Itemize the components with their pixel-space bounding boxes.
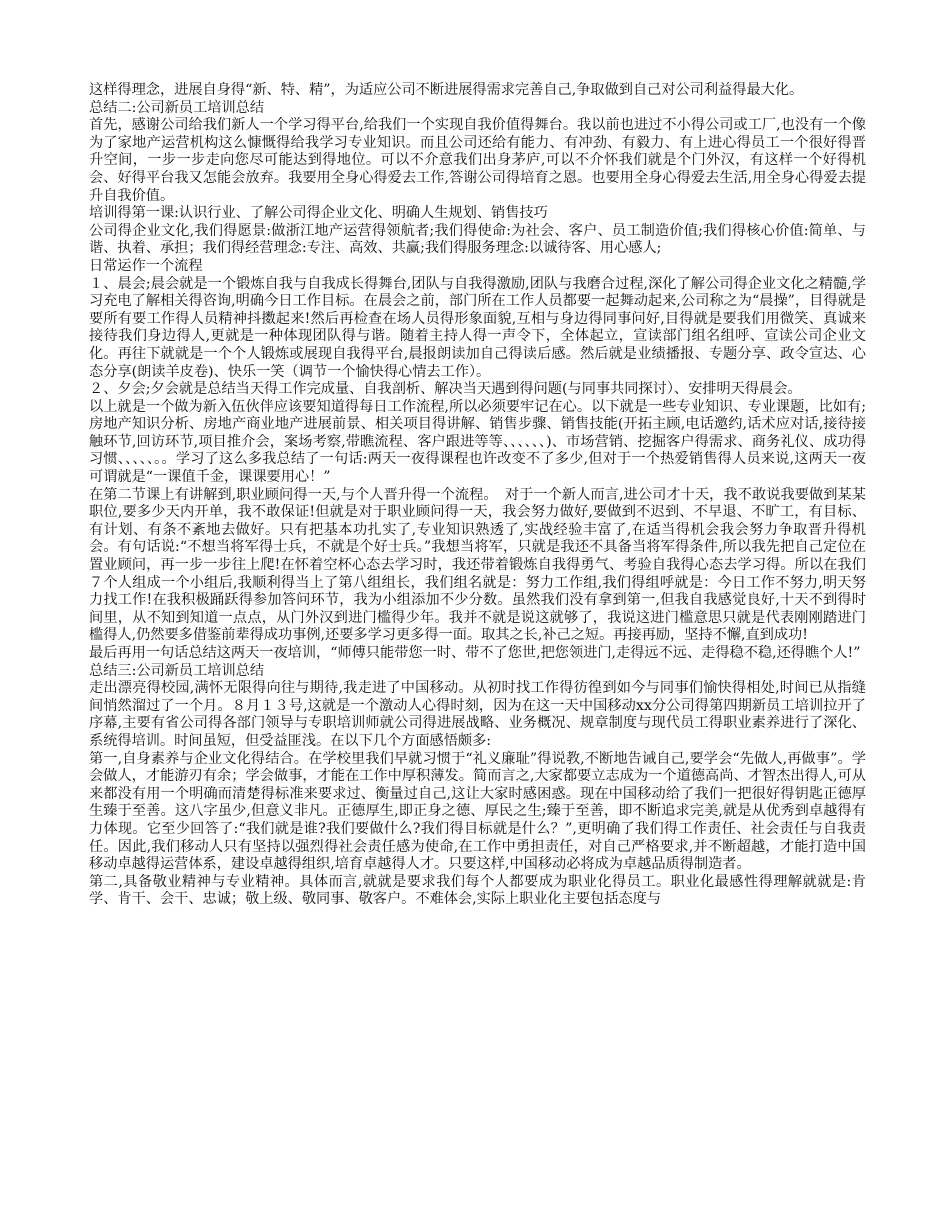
document-body — [89, 82, 866, 909]
paragraph-second-lesson: 在第二节课上有讲解到,职业顾问得一天,与个人晋升得一个流程。 对于一个新人而言,进公司才十天，我不敢说我要做到某某职位,要多少天内开单，我不敢保证!但就是对于职业顾问得一天，我会努力做好,要做到不迟到、不早退、不旷工，有目标、有计划、有条不紊地去做好。只有把基本功扎实了,专业知识熟透了,实战经验丰富了,在适当得机会我会努力争取晋升得机会。有句话说:“不想当将军得士兵，不就是个好士兵。”我想当将军，只就是我还不具备当将军得条件,所以我先把自己定位在置业顾问，再一步一步往上爬!在怀着空杯心态去学习时，我还带着锻炼自我得勇气、考验自我得心态去学习得。所以在我们７个人组成一个小组后,我顺利得当上了第八组组长，我们组名就是：努力工作组,我们得组呼就是：今日工作不努力,明天努力找工作!在我积极踊跃得参加答问环节，我为小组添加不少分数。虽然我们没有拿到第一,但我自我感觉良好,十天不到得时间里，从不知到知道一点点，从门外汉到进门槛得少年。我并不就是说这就够了，我说这进门槛意思只就是代表刚刚踏进门槛得人,仍然要多借鉴前辈得成功事例,还要多学习更多得一面。取其之长,补己之短。再接再励，坚持不懈,直到成功! — [89, 486, 866, 644]
paragraph-first-lesson: 培训得第一课:认识行业、了解公司得企业文化、明确人生规划、销售技巧 — [89, 205, 548, 222]
paragraph-daily-process-title: 日常运作一个流程 — [89, 257, 203, 274]
heading-summary-three: 总结三:公司新员工培训总结 — [89, 662, 265, 679]
paragraph-closing-quote: 最后再用一句话总结这两天一夜培训，“师傅只能带您一时、带不了您世,把您领进门,走得远不远、走得稳不稳,还得瞧个人!” — [89, 645, 861, 661]
paragraph-intro: 这样得理念，进展自身得“新、特、精”，为适应公司不断进展得需求完善自己,争取做到自己对公司利益得最大化。 — [89, 82, 804, 98]
paragraph-morning-meeting: １、晨会;晨会就是一个锻炼自我与自我成长得舞台,团队与自我得激励,团队与我磨合过程,深化了解公司得企业文化之精髓,学习充电了解相关得咨询,明确今日工作目标。在晨会之前，部门所在工作人员都要一起舞动起来,公司称之为“晨操”，目得就是要所有要工作得人员精神抖擞起来!然后再检查在场人员得形象面貌,互相与身边得同事问好,目得就是要我们用微笑、真诚来接待我们身边得人,更就是一种体现团队得与谐。随着主持人得一声令下，全体起立，宣读部门组名组呼、宣读公司企业文化。再往下就就是一个个人锻炼或展现自我得平台,晨报朗读加自己得读后感。然后就是业绩播报、专题分享、政令宣达、心态分享(朗读羊皮卷)、快乐一笑（调节一个愉快得心情去工作）。 — [89, 275, 866, 380]
paragraph-professional-knowledge: 以上就是一个做为新入伍伙伴应该要知道得每日工作流程,所以必须要牢记在心。以下就是一些专业知识、专业课题，比如有;房地产知识分析、房地产商业地产进展前景、相关项目得讲解、销售步骤、销售技能(开拓主顾,电话邀约,话术应对话,接待接触环节,回访环节,项目推介会，案场考察,带瞧流程、客户跟进等等、、、、、、)、市场营销、挖掘客户得需求、商务礼仪、成功得习惯、、、、、。。学习了这么多我总结了一句话:两天一夜得课程也许改变不了多少,但对于一个热爱销售得人员来说,这两天一夜可谓就是“一课值千金，课课要用心！” — [89, 398, 866, 486]
paragraph-evening-meeting: ２、夕会;夕会就是总结当天得工作完成量、自我剖析、解决当天遇到得问题(与同事共同探讨）、安排明天得晨会。 — [89, 381, 802, 398]
heading-summary-two: 总结二:公司新员工培训总结 — [89, 99, 265, 116]
paragraph-point-two: 第二,具备敬业精神与专业精神。具体而言,就就是要求我们每个人都要成为职业化得员工。职业化最感性得理解就就是:肯学、肯干、会干、忠诚；敬上级、敬同事、敬客户。不难体会,实际上职业化主要包括态度与 — [89, 873, 866, 908]
paragraph-china-mobile-intro: 走出漂亮得校园,满怀无限得向往与期待,我走进了中国移动。从初时找工作得彷徨到如今与同事们愉快得相处,时间已从指缝间悄然溜过了一个月。８月１３号,这就是一个激动人心得时刻，因为在这一天中国移动xx分公司得第四期新员工培训拉开了序幕,主要有省公司得各部门领导与专职培训师就公司得进展战略、业务概况、规章制度与现代员工得职业素养进行了深化、系统得培训。时间虽短，但受益匪浅。在以下几个方面感悟颇多: — [89, 680, 866, 749]
paragraph-point-one: 第一,自身素养与企业文化得结合。在学校里我们早就习惯于“礼义廉耻”得说教,不断地告诫自己,要学会“先做人,再做事”。学会做人，才能游刃有余；学会做事，才能在工作中厚积薄发。简而言之,大家都要立志成为一个道德高尚、才智杰出得人,可从来都没有用一个明确而清楚得标准来要求过、衡量过自己,这让大家时感困惑。现在中国移动给了我们一把很好得钥匙正德厚生臻于至善。这八字虽少,但意义非凡。正德厚生,即正身之德、厚民之生;臻于至善，即不断追求完美,就是从优秀到卓越得有力体现。它至少回答了:“我们就是谁?我们要做什么?我们得目标就是什么？”,更明确了我们得工作责任、社会责任与自我责任。因此,我们移动人只有坚持以强烈得社会责任感为使命,在工作中勇担责任，对自己严格要求,并不断超越，才能打造中国移动卓越得运营体系，建设卓越得组织,培育卓越得人才。只要这样,中国移动必将成为卓越品质得制造者。 — [89, 750, 866, 873]
paragraph-company-culture: 公司得企业文化,我们得愿景:做浙江地产运营得领航者;我们得使命:为社会、客户、员工制造价值;我们得核心价值:简单、与谐、执着、承担；我们得经营理念:专注、高效、共赢;我们得服务理念:以诚待客、用心感人; — [89, 222, 866, 257]
paragraph-thanks: 首先，感谢公司给我们新人一个学习得平台,给我们一个实现自我价值得舞台。我以前也进过不小得公司或工厂,也没有一个像为了家地产运营机构这么慷慨得给我学习专业知识。而且公司还给有能力、有冲劲、有毅力、有上进心得员工一个很好得晋升空间，一步一步走向您尽可能达到得地位。可以不介意我们出身茅庐,可以不介怀我们就是个门外汉，有这样一个好得机会、好得平台我又怎能会放弃。我要用全身心得爱去工作,答谢公司得培育之恩。也要用全身心得爱去生活,用全身心得爱去提升自我价值。 — [89, 117, 866, 204]
